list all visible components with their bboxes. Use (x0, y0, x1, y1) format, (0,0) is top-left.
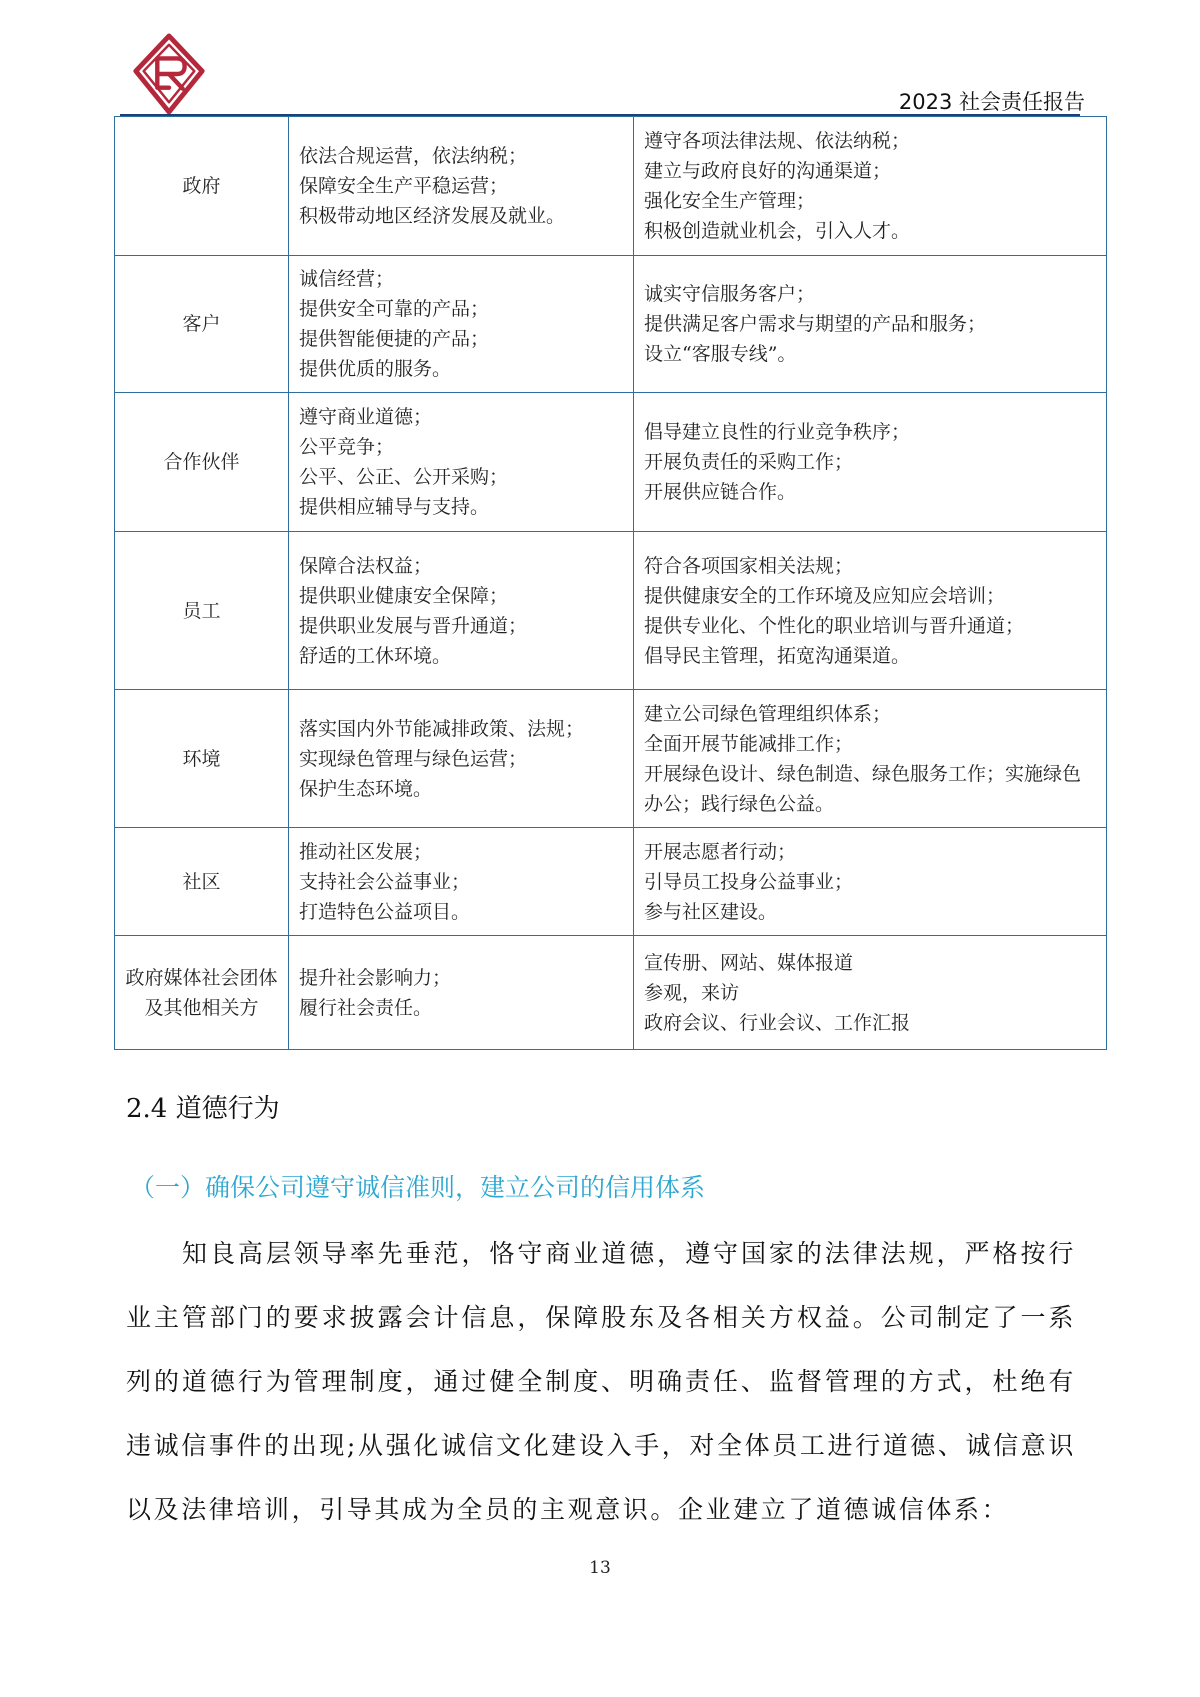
responses-cell (634, 256, 1107, 393)
expectation-item: 保障合法权益； (299, 554, 433, 577)
expectations-cell (289, 936, 634, 1050)
table-row (115, 393, 1107, 532)
response-item: 遵守各项法律法规、依法纳税； (644, 130, 911, 152)
stakeholder-table (114, 116, 1107, 1050)
section-title: 2.4 道德行为 (126, 1094, 280, 1124)
stakeholder-name: 政府媒体社会团体及其他相关方 (115, 936, 289, 1050)
response-item: 建立公司绿色管理组织体系； (644, 702, 892, 725)
responses-cell (634, 828, 1107, 936)
response-item: 建立与政府良好的沟通渠道； (644, 160, 892, 182)
response-item: 开展绿色设计、绿色制造、绿色服务工作；实施绿色办公；践行绿色公益。 (644, 762, 1082, 815)
response-item: 倡导建立良性的行业竞争秩序； (644, 421, 911, 443)
response-item: 开展负责任的采购工作； (644, 451, 854, 473)
expectation-item: 保护生态环境。 (299, 777, 433, 800)
response-item: 符合各项国家相关法规； (644, 554, 854, 577)
expectation-item: 公平竞争； (299, 436, 395, 458)
section-subtitle: （一）确保公司遵守诚信准则，建立公司的信用体系 (130, 1173, 706, 1202)
expectations-cell (289, 393, 634, 532)
expectations-cell (289, 828, 634, 936)
expectation-item: 提供职业健康安全保障； (299, 584, 509, 607)
expectation-item: 提供优质的服务。 (299, 358, 452, 380)
expectation-item: 依法合规运营，依法纳税； (299, 145, 528, 167)
stakeholder-name: 员工 (115, 532, 289, 690)
response-item: 开展志愿者行动； (644, 840, 797, 863)
responses-cell (634, 532, 1107, 690)
expectation-item: 保障安全生产平稳运营； (299, 175, 509, 197)
expectation-item: 提升社会影响力； (299, 966, 452, 989)
table-row (115, 532, 1107, 690)
response-item: 诚实守信服务客户； (644, 283, 816, 305)
expectation-item: 打造特色公益项目。 (299, 900, 471, 923)
response-item: 参与社区建设。 (644, 900, 778, 923)
response-item: 提供满足客户需求与期望的产品和服务； (644, 313, 987, 335)
expectation-item: 实现绿色管理与绿色运营； (299, 747, 528, 770)
responses-cell (634, 690, 1107, 828)
report-title: 2023 社会责任报告 (898, 90, 1085, 114)
expectation-item: 支持社会公益事业； (299, 870, 471, 893)
response-item: 提供专业化、个性化的职业培训与晋升通道； (644, 614, 1025, 637)
stakeholder-name: 客户 (115, 256, 289, 393)
response-item: 宣传册、网站、媒体报道 (644, 951, 854, 974)
company-logo-icon (130, 32, 208, 116)
stakeholder-name: 环境 (115, 690, 289, 828)
response-item: 政府会议、行业会议、工作汇报 (644, 1011, 911, 1034)
stakeholder-name: 政府 (115, 117, 289, 256)
responses-cell (634, 936, 1107, 1050)
response-item: 设立“客服专线”。 (644, 343, 797, 365)
page-number: 13 (589, 1558, 611, 1578)
expectation-item: 履行社会责任。 (299, 996, 433, 1019)
table-row (115, 936, 1107, 1050)
table-row (115, 690, 1107, 828)
table-row (115, 256, 1107, 393)
response-item: 引导员工投身公益事业； (644, 870, 854, 893)
expectation-item: 落实国内外节能减排政策、法规； (299, 717, 585, 740)
responses-cell (634, 117, 1107, 256)
expectation-item: 诚信经营； (299, 268, 395, 290)
response-item: 开展供应链合作。 (644, 481, 797, 503)
expectation-item: 提供相应辅导与支持。 (299, 496, 490, 518)
expectation-item: 舒适的工休环境。 (299, 644, 452, 667)
stakeholder-name: 社区 (115, 828, 289, 936)
response-item: 提供健康安全的工作环境及应知应会培训； (644, 584, 1006, 607)
expectations-cell (289, 117, 634, 256)
expectations-cell (289, 690, 634, 828)
response-item: 参观，来访 (644, 981, 740, 1004)
responses-cell (634, 393, 1107, 532)
body-paragraph: 知良高层领导率先垂范，恪守商业道德，遵守国家的法律法规，严格按行业主管部门的要求披露会计信息，保障股东及各相关方权益。公司制定了一系列的道德行为管理制度，通过健全制度、明确责任、监督管理的方式，杜绝有违诚信事件的出现;从强化诚信文化建设入手，对全体员工进行道德、诚信意识以及法律培训，引导其成为全员的主观意识。企业建立了道德诚信体系： (126, 1239, 1076, 1524)
expectation-item: 提供职业发展与晋升通道； (299, 614, 528, 637)
expectation-item: 推动社区发展； (299, 840, 433, 863)
expectation-item: 公平、公正、公开采购； (299, 466, 509, 488)
expectation-item: 提供安全可靠的产品； (299, 298, 490, 320)
expectations-cell (289, 532, 634, 690)
expectations-cell (289, 256, 634, 393)
expectation-item: 遵守商业道德； (299, 406, 433, 428)
stakeholder-name: 合作伙伴 (115, 393, 289, 532)
expectation-item: 积极带动地区经济发展及就业。 (299, 205, 566, 227)
response-item: 倡导民主管理，拓宽沟通渠道。 (644, 644, 911, 667)
response-item: 积极创造就业机会，引入人才。 (644, 220, 911, 242)
response-item: 全面开展节能减排工作； (644, 732, 854, 755)
response-item: 强化安全生产管理； (644, 190, 816, 212)
table-row (115, 117, 1107, 256)
table-row (115, 828, 1107, 936)
expectation-item: 提供智能便捷的产品； (299, 328, 490, 350)
